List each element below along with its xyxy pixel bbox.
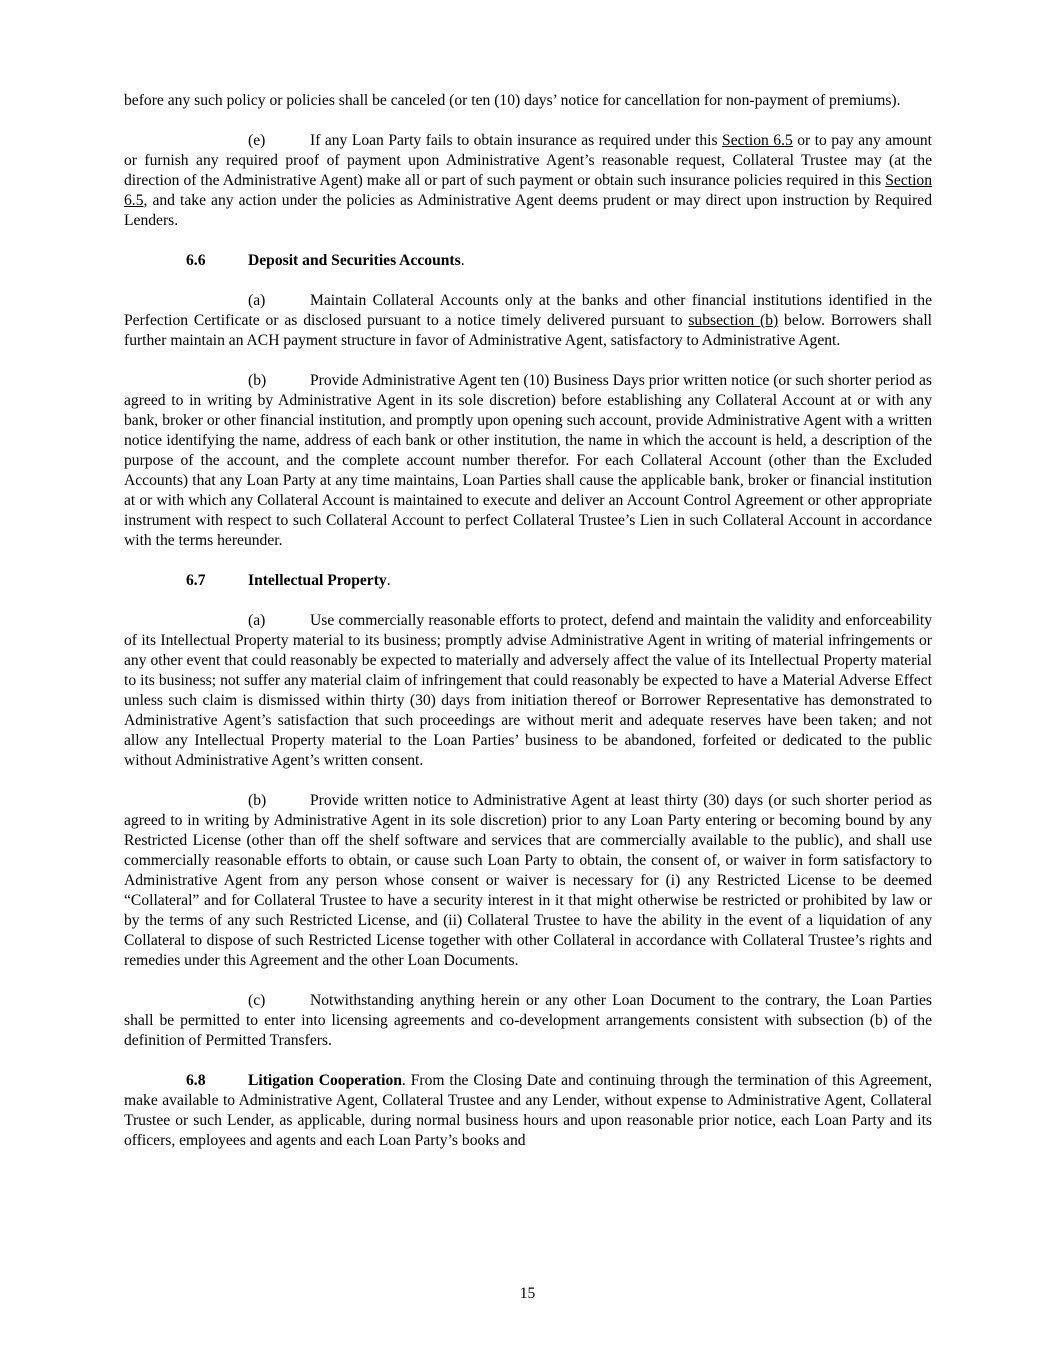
paragraph-text: If any Loan Party fails to obtain insurance as required under this <box>310 132 723 149</box>
subsection-marker: (b) <box>248 792 267 809</box>
paragraph-text: Provide written notice to Administrative Agent at least thirty (30) days (or such shorter period as agreed to in writing by Administrative Agent in its sole discretion) prior to any Loan Party entering or becoming bound by any Restricted License (other than off the shelf software and services that are commercially available to the public), and shall use commercially reasonable efforts to obtain, or cause such Loan Party to obtain, the consent of, or waiver in form satisfactory to Administrative Agent from any person whose consent or waiver is necessary for (i) any Restricted License to be deemed “Collateral” and for Collateral Trustee to have a security interest in it that might otherwise be restricted or prohibited by law or by the terms of any such Restricted License, and (ii) Collateral Trustee to have the ability in the event of a liquidation of any Collateral to dispose of such Restricted License together with other Collateral in accordance with Collateral Trustee’s rights and remedies under this Agreement and the other Loan Documents. <box>124 792 932 969</box>
section-reference: Section 6.5 <box>722 132 793 149</box>
section-number: 6.7 <box>186 572 206 589</box>
subsection-marker: (a) <box>248 292 266 309</box>
paragraph-text: Provide Administrative Agent ten (10) Business Days prior written notice (or such shorter period as agreed to in writing by Administrative Agent in its sole discretion) before establishing any Collateral Account at or with any bank, broker or other financial institution, and promptly upon opening such account, provide Administrative Agent with a written notice identifying the name, address of each bank or other institution, the name in which the account is held, a description of the purpose of the account, and the complete account number therefor. For each Collateral Account (other than the Excluded Accounts) that any Loan Party at any time maintains, Loan Parties shall cause the applicable bank, broker or financial institution at or with which any Collateral Account is maintained to execute and deliver an Account Control Agreement or other appropriate instrument with respect to such Collateral Account to perfect Collateral Trustee’s Lien in such Collateral Account in accordance with the terms hereunder. <box>124 372 932 549</box>
document-body <box>124 91 932 1171</box>
paragraph-text: , and take any action under the policies as Administrative Agent deems prudent or may direct upon instruction by Required Lenders. <box>124 192 932 229</box>
section-number: 6.6 <box>186 252 206 269</box>
section-title: Intellectual Property <box>248 572 387 589</box>
section-title-end: . <box>386 572 391 589</box>
section-heading-6-6 <box>124 251 932 271</box>
page-number: 15 <box>519 1285 536 1302</box>
section-title-end: . <box>460 252 465 269</box>
paragraph-6-7-b <box>124 791 932 971</box>
paragraph-text: Maintain Collateral Accounts only at the banks and other financial institutions identified in the Perfection Certificate or as disclosed pursuant to a notice timely delivered pursuant to <box>124 292 932 329</box>
section-title: Litigation Cooperation <box>248 1072 402 1089</box>
subsection-reference: subsection (b) <box>688 312 779 329</box>
section-title: Deposit and Securities Accounts <box>248 252 461 269</box>
paragraph-text: . From the Closing Date and continuing through the termination of this Agreement, make available to Administrative Agent, Collateral Trustee and any Lender, without expense to Administrative Agent, Collateral Trustee or such Lender, as applicable, during normal business hours and upon reasonable prior notice, each Loan Party and its officers, employees and agents and each Loan Party’s books and <box>124 1072 932 1149</box>
paragraph-6-7-c <box>124 991 932 1051</box>
subsection-marker: (c) <box>248 992 266 1009</box>
subsection-marker: (e) <box>248 132 266 149</box>
paragraph-text: Notwithstanding anything herein or any other Loan Document to the contrary, the Loan Parties shall be permitted to enter into licensing agreements and co-development arrangements consistent with subsection (b) of the definition of Permitted Transfers. <box>124 992 932 1049</box>
paragraph-6-5-e <box>124 131 932 231</box>
paragraph-text: or to pay any amount or furnish any required proof of payment upon Administrative Agent’s reasonable request, Collateral Trustee may (at the direction of the Administrative Agent) make all or part of such payment or obtain such insurance policies required in this <box>124 132 932 189</box>
section-reference: Section 6.5 <box>124 172 932 209</box>
paragraph-insurance-continuation <box>124 91 932 111</box>
section-heading-6-7 <box>124 571 932 591</box>
paragraph-6-6-b <box>124 371 932 551</box>
subsection-marker: (a) <box>248 612 266 629</box>
subsection-marker: (b) <box>248 372 267 389</box>
paragraph-6-7-a <box>124 611 932 771</box>
paragraph-text: Use commercially reasonable efforts to protect, defend and maintain the validity and enforceability of its Intellectual Property material to its business; promptly advise Administrative Agent in writing of material infringements or any other event that could reasonably be expected to materially and adversely affect the value of its Intellectual Property material to its business; not suffer any material claim of infringement that could reasonably be expected to have a Material Adverse Effect unless such claim is dismissed within thirty (30) days from initiation thereof or Borrower Representative has demonstrated to Administrative Agent’s satisfaction that such proceedings are without merit and adequate reserves have been taken; and not allow any Intellectual Property material to the Loan Parties’ business to be abandoned, forfeited or dedicated to the public without Administrative Agent’s written consent. <box>124 612 932 769</box>
paragraph-text: below. Borrowers shall further maintain an ACH payment structure in favor of Administrative Agent, satisfactory to Administrative Agent. <box>124 312 932 349</box>
paragraph-6-6-a <box>124 291 932 351</box>
section-6-8 <box>124 1071 932 1151</box>
section-number: 6.8 <box>186 1072 206 1089</box>
paragraph-text: before any such policy or policies shall be canceled (or ten (10) days’ notice for cancellation for non-payment of premiums). <box>124 92 901 109</box>
